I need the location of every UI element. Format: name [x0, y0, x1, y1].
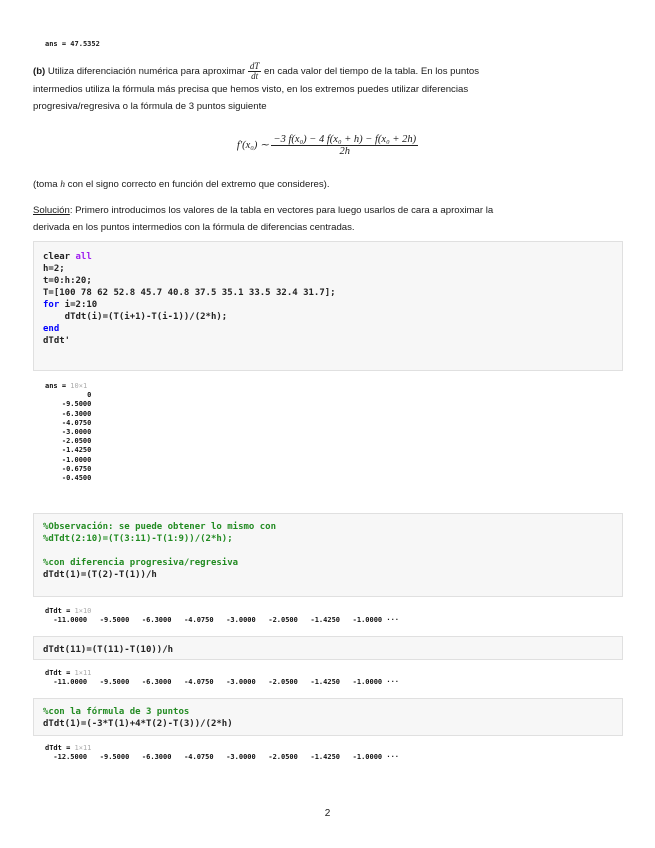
- part-b-paragraph: (b) Utiliza diferenciación numérica para aproximar $\frac{dT}{dt}$ en cada valor del tiempo de la tabla. En los puntos intermedios utiliza la fórmula más precisa que hemos visto, en los extremos puedes utilizar diferencias progresiva/regresiva o la fórmula de 3 puntos siguiente: [33, 61, 479, 112]
- code-block-1[interactable]: clear all h=2; t=0:h:20; T=[100 78 62 52.8 45.7 40.8 37.5 35.1 33.5 32.4 31.7]; for i=2:10 dTdt(i)=(T(i+1)-T(i-1))/(2*h); end dTdt': [33, 241, 623, 371]
- output-1-values: 0 -9.5000 -6.3000 -4.0750 -3.0000 -2.0500 -1.4250 -1.0000 -0.6750 -0.4500: [61, 391, 92, 483]
- output-2: dTdt = 1×10 -11.0000 -9.5000 -6.3000 -4.0750 -3.0000 -2.0500 -1.4250 -1.0000 ···: [45, 607, 400, 625]
- output-1: ans = 10×1 0 -9.5000 -6.3000 -4.0750 -3.0000 -2.0500 -1.4250 -1.0000 -0.6750 -0.4500: [45, 382, 92, 483]
- dT-dt-fraction: $\frac{dT}{dt}$: [249, 61, 260, 81]
- code-block-3[interactable]: dTdt(11)=(T(11)-T(10))/h: [33, 636, 623, 660]
- code-block-2[interactable]: %Observación: se puede obtener lo mismo con %dTdt(2:10)=(T(3:11)-T(1:9))/(2*h); %con diferencia progresiva/regresiva dTdt(1)=(T(2)-T(1))/h: [33, 513, 623, 597]
- three-point-formula: f′(x₀) ∼ $\frac{\text{−3 f(x₀) − 4 f(x₀ + h) − f(x₀ + 2h)}}{2h}$: [236, 134, 417, 157]
- code-block-4[interactable]: %con la fórmula de 3 puntos dTdt(1)=(-3*T(1)+4*T(2)-T(3))/(2*h): [33, 698, 623, 736]
- page-number: 2: [324, 808, 331, 819]
- ans-output: ans = 47.5352: [45, 40, 100, 48]
- solution-label: Solución: [33, 205, 70, 216]
- solution-paragraph: Solución: Primero introducimos los valores de la tabla en vectores para luego usarlos de cara a aproximar la derivada en los puntos intermedios con la fórmula de diferencias centradas.: [33, 205, 494, 233]
- output-3: dTdt = 1×11 -11.0000 -9.5000 -6.3000 -4.0750 -3.0000 -2.0500 -1.4250 -1.0000 ···: [45, 669, 400, 687]
- note-text: (toma h con el signo correcto en función del extremo que consideres).: [33, 179, 330, 190]
- part-b-label: (b): [33, 66, 46, 78]
- output-4: dTdt = 1×11 -12.5000 -9.5000 -6.3000 -4.0750 -3.0000 -2.0500 -1.4250 -1.0000 ···: [45, 744, 400, 762]
